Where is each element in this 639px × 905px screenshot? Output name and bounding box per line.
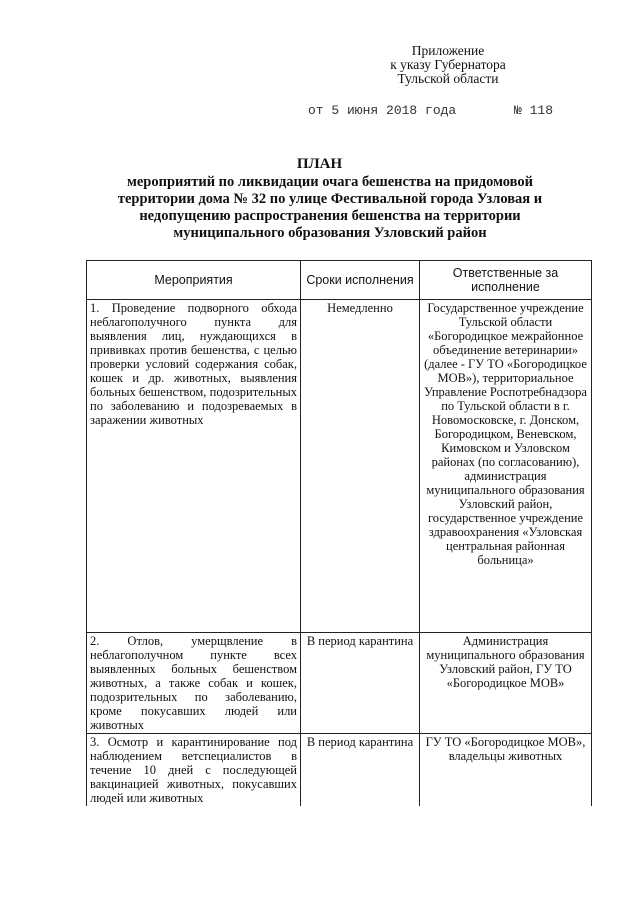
responsible-cell: Государственное учреждение Тульской области «Богородицкое межрайонное объединение ветеринарии» (далее - ГУ ТО «Богородицкое МОВ»), территориальное Управление Роспотребнадзора по Тульской области в г. Новомосковске, г. Донском, Богородицком, Веневском, Кимовском и Узловском районах (по согласованию), администрация муниципального образования Узловский район, государственное учреждение здравоохранения «Узловская центральная районная больница» — [420, 300, 592, 633]
column-header-deadline: Сроки исполнения — [301, 261, 420, 300]
measure-cell: 1. Проведение подворного обхода неблагополучного пункта для выявления лиц, нуждающихся в прививках против бешенства, с целью проверки условий содержания собак, кошек и др. животных, выявления больных бешенством, подозрительных по заболеванию и подозреваемых в заражении животных — [87, 300, 301, 633]
appendix-line: Приложение — [411, 43, 485, 58]
plan-title: ПЛАН — [296, 156, 343, 172]
measure-cell: 2. Отлов, умерщвление в неблагополучном пункте всех выявленных больных бешенством животных, а также собак и кошек, подозрительных по заболеванию, кроме покусавших людей или животных — [87, 633, 301, 734]
decree-number: № 118 — [514, 103, 554, 118]
plan-table — [86, 260, 592, 806]
responsible-cell: ГУ ТО «Богородицкое МОВ», владельцы животных — [420, 734, 592, 807]
appendix-line: к указу Губернатора — [390, 57, 506, 72]
plan-subtitle: мероприятий по ликвидации очага бешенства на придомовой территории дома № 32 по улице Фестивальной города Узловая и недопущению распространения бешенства на территории муниципального образования Узловский район — [117, 174, 543, 241]
responsible-cell: Администрация муниципального образования Узловский район, ГУ ТО «Богородицкое МОВ» — [420, 633, 592, 734]
table-row — [87, 734, 592, 807]
table-header-row — [87, 261, 592, 300]
decree-date: от 5 июня 2018 года — [308, 103, 457, 118]
deadline-cell: В период карантина — [301, 734, 420, 807]
measure-cell: 3. Осмотр и карантинирование под наблюдением ветспециалистов в течение 10 дней с последующей вакцинацией животных, покусавших людей или животных — [87, 734, 301, 807]
appendix-note — [378, 44, 518, 86]
deadline-cell: В период карантина — [301, 633, 420, 734]
table-row — [87, 300, 592, 633]
column-header-measures: Мероприятия — [87, 261, 301, 300]
deadline-cell: Немедленно — [301, 300, 420, 633]
table-row — [87, 633, 592, 734]
appendix-line: Тульской области — [397, 71, 499, 86]
column-header-responsible: Ответственные за исполнение — [420, 261, 592, 300]
